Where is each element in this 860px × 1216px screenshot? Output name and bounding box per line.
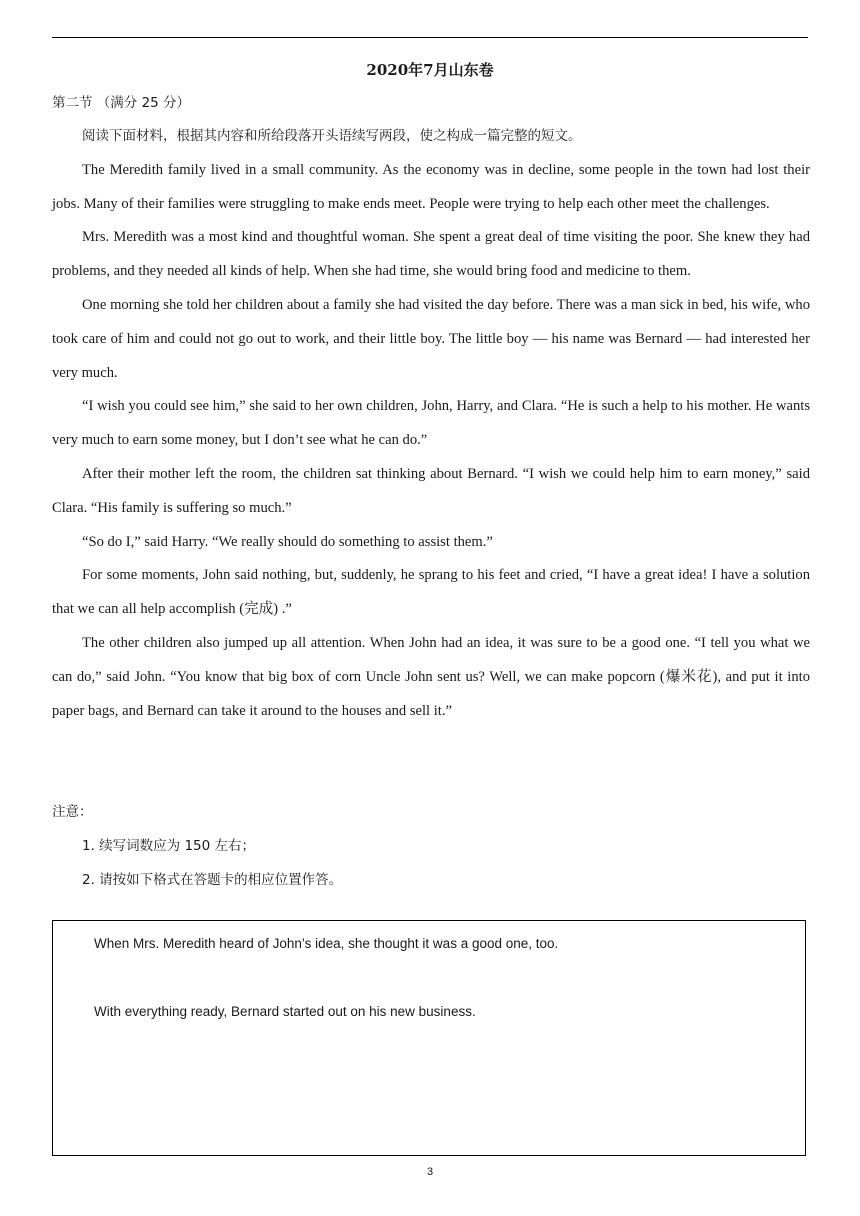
answer-box[interactable]: [52, 920, 806, 1156]
passage-paragraph: “So do I,” said Harry. “We really should do something to assist them.”: [82, 533, 493, 550]
page-number: 3: [426, 1166, 434, 1178]
passage-paragraph: One morning she told her children about a family she had visited the day before. There was a man sick in bed, his wife, who took care of him and could not go out to work, and their little boy. The little boy — his name was Bernard — had interested her very much.: [52, 296, 810, 381]
answer-opening-line-2: With everything ready, Bernard started out on his new business.: [94, 1004, 476, 1019]
note-item: 2. 请按如下格式在答题卡的相应位置作答。: [82, 871, 343, 888]
note-item: 1. 续写词数应为 150 左右；: [82, 837, 256, 854]
passage-paragraph: Mrs. Meredith was a most kind and thoughtful woman. She spent a great deal of time visiting the poor. She knew they had problems, and they needed all kinds of help. When she had time, she would bring food and medicine to them.: [52, 229, 810, 280]
answer-opening-line-1: When Mrs. Meredith heard of John’s idea, she thought it was a good one, too.: [94, 936, 559, 951]
passage-paragraph: The Meredith family lived in a small community. As the economy was in decline, some people in the town had lost their jobs. Many of their families were struggling to make ends meet. People were trying to help each other meet the challenges.: [52, 161, 810, 212]
notes-heading: 注意：: [52, 804, 93, 820]
instruction-text: 阅读下面材料，根据其内容和所给段落开头语续写两段，使之构成一篇完整的短文。: [82, 128, 582, 144]
passage-paragraph: For some moments, John said nothing, but, suddenly, he sprang to his feet and cried, “I have a great idea! I have a solution that we can all help accomplish (完成) .”: [52, 567, 810, 618]
reading-passage: [52, 120, 810, 728]
passage-paragraph: “I wish you could see him,” she said to her own children, John, Harry, and Clara. “He is such a help to his mother. He wants very much to earn some money, but I don’t see what he can do.”: [52, 398, 810, 449]
section-heading: 第二节 （满分 25 分）: [52, 95, 191, 111]
notes-section: [52, 796, 810, 897]
passage-paragraph: The other children also jumped up all attention. When John had an idea, it was sure to be a good one. “I tell you what we can do,” said John. “You know that big box of corn Uncle John sent us? Well, we can make popcorn (爆米花), and put it into paper bags, and Bernard can take it around to the houses and sell it.”: [52, 634, 810, 719]
passage-paragraph: After their mother left the room, the children sat thinking about Bernard. “I wish we could help him to earn money,” said Clara. “His family is suffering so much.”: [52, 465, 810, 516]
header-rule: [52, 37, 808, 38]
page-title: 2020年7月山东卷: [366, 61, 494, 79]
